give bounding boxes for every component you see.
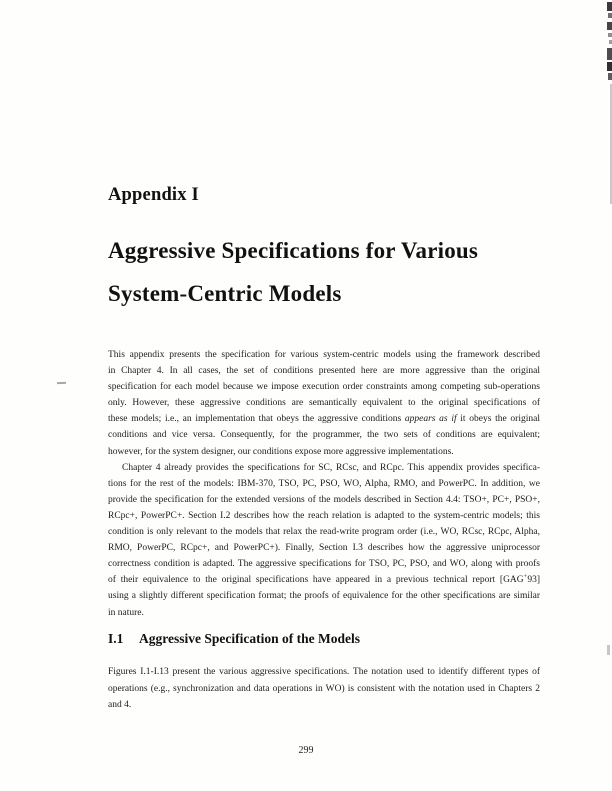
text-line — [108, 460, 540, 476]
text-line — [108, 572, 540, 588]
text-line — [108, 508, 540, 524]
text-segment: conditions and vice versa. Consequently, for the programmer, the two sets of conditions are equivalent; — [108, 430, 540, 441]
text-segment: it obeys the original — [456, 414, 540, 425]
text-line — [108, 476, 540, 492]
text-segment: however, for the system designer, our conditions expose more aggressive implementations. — [108, 446, 454, 457]
section-number: I.1 — [108, 631, 124, 646]
scan-artifact-right-edge — [604, 0, 612, 220]
scan-artifact-mark — [607, 2, 612, 11]
text-line — [108, 524, 540, 540]
text-line — [108, 681, 540, 698]
scan-artifact-mark — [608, 73, 612, 80]
scan-artifact-mark — [607, 62, 612, 71]
text-segment: in Chapter 4. In all cases, the set of conditions presented here are more aggressive than the original — [108, 366, 540, 377]
text-segment: specification for each model because we impose execution order constraints among competing sub-operations — [108, 382, 540, 393]
scan-artifact-mark — [607, 22, 612, 30]
text-segment: operations (e.g., synchronization and data operations in WO) is consistent with the notation used in Chapters 2 — [108, 683, 540, 694]
paragraph — [108, 347, 540, 460]
text-line — [108, 556, 540, 572]
text-segment-sup: + — [523, 573, 528, 581]
section-heading — [108, 631, 360, 647]
text-line — [108, 664, 540, 681]
text-segment: 93] — [527, 575, 540, 586]
text-segment: correctness condition is adapted. The aggressive specifications for TSO, PC, PSO, and WO, along with proofs — [108, 559, 540, 570]
text-line — [108, 427, 540, 443]
scan-artifact-mark — [607, 48, 612, 60]
scan-artifact-edge-tick — [607, 645, 610, 655]
scan-artifact-mark — [608, 33, 612, 37]
text-segment: This appendix presents the specification for various system-centric models using the framework described — [108, 350, 540, 360]
text-line — [108, 540, 540, 556]
text-segment-italic: appears as if — [404, 414, 457, 425]
text-segment: provide the specification for the extended versions of the models described in Section 4.4: TSO+, PC+, PSO+, — [108, 494, 540, 505]
text-segment: of their equivalence to the original specifications have appeared in a previous technical report [GAG — [108, 575, 524, 586]
text-segment: RMO, PowerPC, RCpc+, and PowerPC+). Finally, Section I.3 describes how the aggressive uniprocessor — [108, 543, 540, 554]
text-line — [108, 492, 540, 508]
text-segment: in nature. — [108, 607, 144, 618]
text-segment: Chapter 4 already provides the specifications for SC, RCsc, and RCpc. This appendix provides specifica- — [122, 462, 540, 473]
text-line — [108, 395, 540, 411]
appendix-label: Appendix I — [108, 185, 199, 205]
text-line — [108, 379, 540, 395]
paragraph — [108, 664, 540, 714]
text-line — [108, 363, 540, 379]
page-number: 299 — [298, 745, 314, 756]
scan-artifact-margin-mark — [57, 382, 66, 384]
text-segment: only. However, these aggressive conditions are semantically equivalent to the original specifications of — [108, 398, 540, 409]
paragraph — [108, 460, 540, 621]
text-line — [108, 588, 540, 604]
text-line — [108, 347, 540, 363]
text-line — [108, 444, 540, 460]
text-segment: and 4. — [108, 700, 132, 711]
intro-body-text — [108, 347, 540, 621]
chapter-title — [108, 229, 568, 315]
text-segment: condition is only relevant to the models that relax the read-write program order (i.e., WO, RCsc, RCpc, Alpha, — [108, 527, 540, 538]
text-line — [108, 697, 540, 714]
chapter-title-line1: Aggressive Specifications for Various — [108, 238, 479, 263]
text-line — [108, 411, 540, 427]
scan-artifact-mark — [608, 13, 612, 18]
text-segment: RCpc+, PowerPC+. Section I.2 describes how the reach relation is adapted to the system-centric models; this — [108, 510, 540, 521]
text-segment: these models; i.e., an implementation that obeys the aggressive conditions — [108, 414, 405, 425]
text-segment: tions for the rest of the models: IBM-370, TSO, PC, PSO, WO, Alpha, RMO, and PowerPC. In addition, we — [108, 478, 540, 489]
chapter-title-line2: System-Centric Models — [108, 281, 342, 306]
section-body-text — [108, 664, 540, 714]
text-segment: Figures I.1-I.13 present the various aggressive specifications. The notation used to identify different types of — [108, 667, 540, 677]
text-line — [108, 605, 540, 621]
section-title: Aggressive Specification of the Models — [139, 631, 361, 646]
text-segment: using a slightly different specification format; the proofs of equivalence for the other specifications are similar — [108, 591, 540, 602]
